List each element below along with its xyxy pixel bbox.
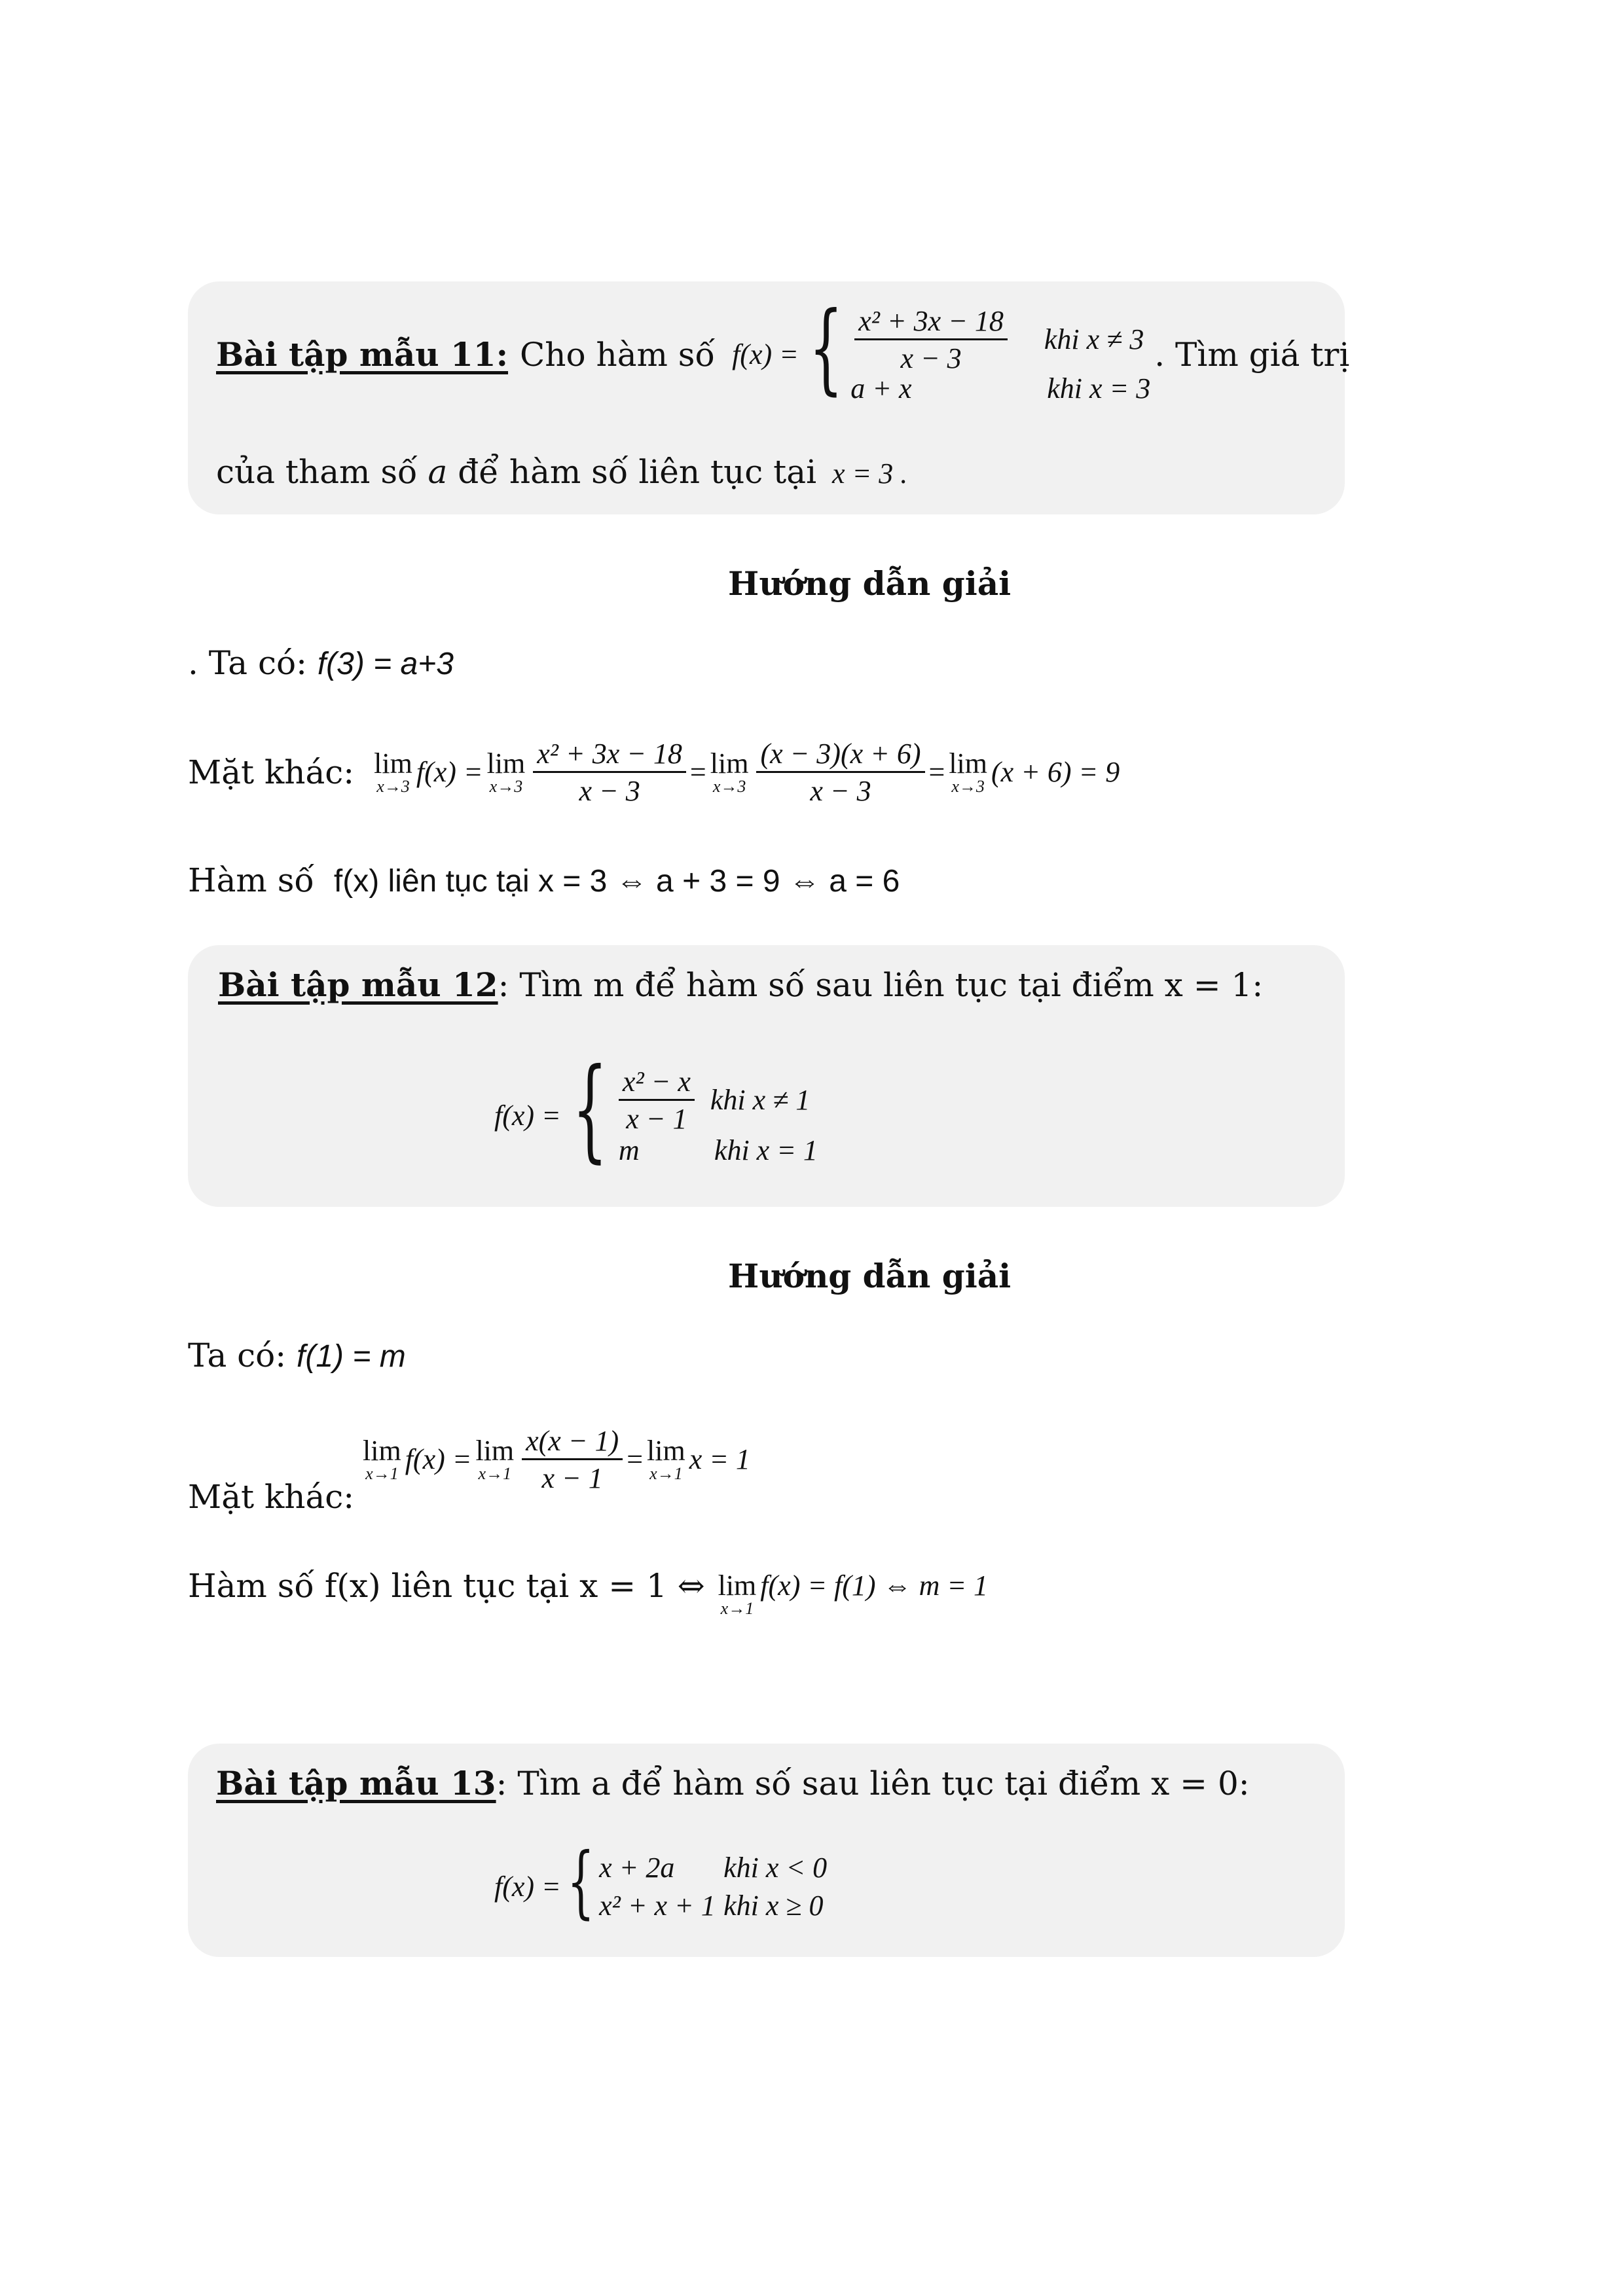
solution-11-line3-b: f(x) liên tục tại x = 3 ⇔ a + 3 = 9 ⇔ a = 6 [333,864,900,899]
exercise-13-case1-val: x + 2a [599,1852,675,1884]
exercise-13-line1 [216,1764,1250,1803]
exercise-11-intro: Cho hàm số [520,336,716,374]
solution-11-lim-2: lim x→3 [486,747,526,796]
exercise-13-formula [494,1837,828,1929]
exercise-12-case1-frac: $\frac{\text{x² − x}}{x - 1}$ [619,1067,695,1134]
solution-11-eq-2: = [928,756,945,788]
solution-12-lim-2: lim x→1 [475,1435,515,1483]
solution-12-line2 [359,1420,750,1499]
exercise-11-case1-cond: khi x ≠ 3 [1044,323,1144,355]
solution-12-line3-a: Hàm số f(x) liên tục tại x = 1 ⇔ [188,1567,705,1605]
exercise-12-case1-cond: khi x ≠ 1 [710,1084,811,1116]
exercise-11-line2-var: a [428,453,448,491]
solution-11-line1-a: . Ta có: [188,644,307,682]
solution-11-line1 [188,644,454,682]
exercise-11-case2-cond: khi x = 3 [1047,372,1151,404]
exercise-11-after: . Tìm giá trị [1154,336,1350,374]
exercise-13-text: : Tìm a để hàm số sau liên tục tại điểm x = 0: [496,1765,1250,1803]
exercise-11-case1-den: x − 3 [900,342,962,374]
solution-11-lim-1: lim x→3 [374,747,412,796]
exercise-11-line2-b: để hàm số liên tục tại [458,453,817,491]
exercise-11-line1 [216,291,1350,407]
exercise-12-fx: f(x) = [494,1100,561,1132]
solution-11-line3-a: Hàm số [188,861,314,899]
solution-11-tail: (x + 6) = 9 [991,756,1120,788]
exercise-13-case1-cond: khi x < 0 [723,1852,828,1884]
exercise-12-case2-val: m [618,1134,640,1166]
exercise-13-case2-cond: khi x ≥ 0 [723,1890,824,1922]
exercise-11-case2-val: a + x [850,372,912,404]
exercise-13-fx: f(x) = [494,1871,561,1903]
exercise-12-text: : Tìm m để hàm số sau liên tục tại điểm x = 1: [498,966,1264,1004]
exercise-12-case2-cond: khi x = 1 [714,1134,818,1166]
solution-11-line2 [188,726,1120,818]
exercise-11-case1-frac [854,304,1008,374]
exercise-11-line2 [216,453,908,491]
exercise-12-formula [494,1045,818,1178]
solution-12-line3 [188,1554,988,1617]
solution-12-eq: = [627,1443,644,1475]
solution-11-frac-1: $\frac{\text{x² + 3x − 18}}{x - 3}$ [533,740,686,806]
solution-11-lim-3: lim x→3 [710,747,749,796]
exercise-11-label: Bài tập mẫu 11: [216,335,509,374]
exercise-11-line2-c: x = 3 . [832,457,908,490]
exercise-12-line1 [218,965,1264,1004]
solution-12-line1 [188,1336,406,1374]
solution-12-line2-label: Mặt khác: [188,1478,355,1516]
solution-11-line3 [188,861,900,899]
solution-12-lim-3: lim x→1 [647,1435,685,1483]
exercise-12-brace: { [572,1045,608,1174]
solution-12-line1-b: f(1) = m [297,1339,406,1374]
exercise-11-cases [850,304,1151,404]
solution-12-line3-b: f(x) = f(1) ⇔ m = 1 [760,1570,989,1602]
exercise-13-label: Bài tập mẫu 13 [216,1764,496,1803]
solution-12-lim-4: lim x→1 [718,1570,757,1618]
solution-11-line1-b: f(3) = a+3 [317,647,454,681]
exercise-13-brace: { [566,1837,594,1928]
solution-12-fx: f(x) = [405,1443,472,1475]
exercise-13-case2-val: x² + x + 1 [599,1890,716,1922]
solution-12-lim-1: lim x→1 [363,1435,401,1483]
solution-11-heading: Hướng dẫn giải [728,564,1012,603]
solution-11-line2-label: Mặt khác: [188,753,355,791]
exercise-12-label: Bài tập mẫu 12 [218,965,498,1004]
exercise-11-brace: { [809,291,843,405]
solution-12-line1-a: Ta có: [188,1336,287,1374]
exercise-11-case1-num: x² + 3x − 18 [854,307,1008,340]
solution-11-eq-1: = [689,756,706,788]
solution-12-heading: Hướng dẫn giải [728,1257,1012,1295]
solution-11-fx: f(x) = [416,756,483,788]
solution-11-lim-4: lim x→3 [949,747,988,796]
solution-12-frac: $\frac{x(x - 1)}{x - 1}$ [522,1427,623,1493]
exercise-11-fx: f(x) = [732,338,799,370]
exercise-11-line2-a: của tham số [216,453,418,491]
solution-11-frac-2: $\frac{(x - 3)(x + 6)}{x - 3}$ [756,740,924,806]
solution-12-tail: x = 1 [689,1443,750,1475]
